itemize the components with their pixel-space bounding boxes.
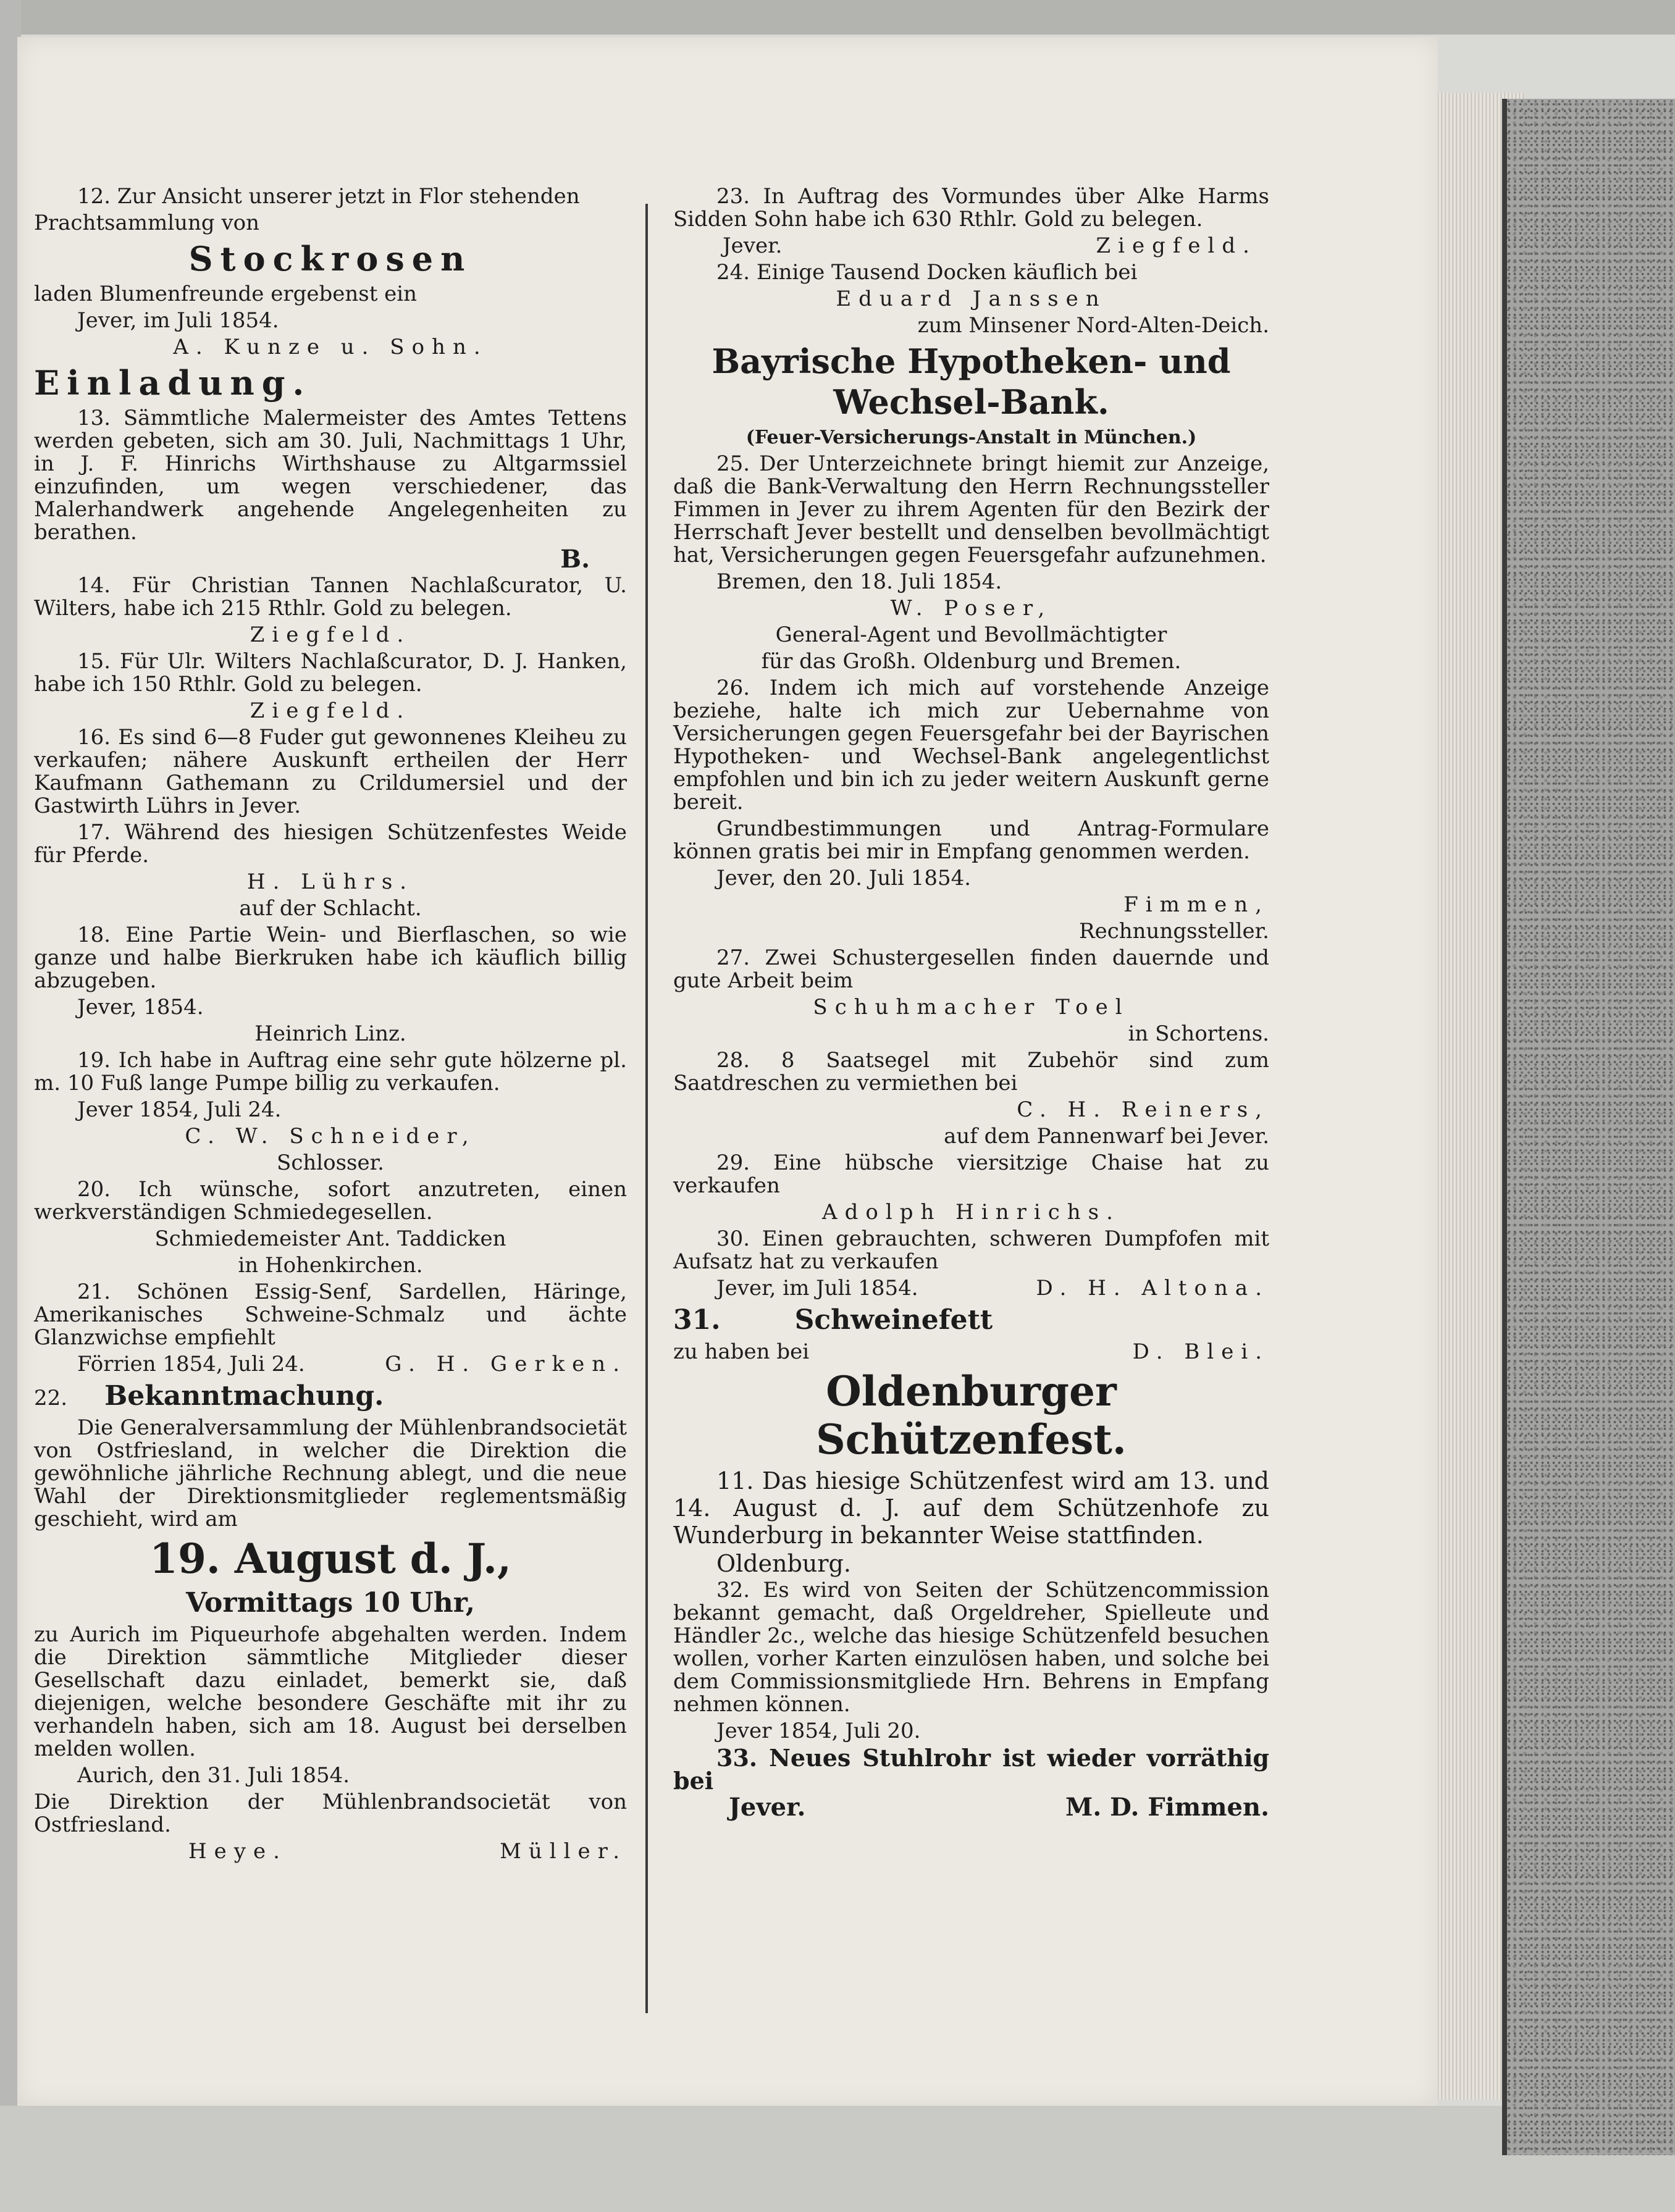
ad-signature: Schuhmacher Toel	[813, 995, 1130, 1020]
ad-23	[673, 185, 1269, 258]
ad-date: Förrien 1854, Juli 24.	[77, 1352, 305, 1376]
ad-21	[34, 1281, 627, 1376]
left-column	[34, 185, 627, 1867]
ad-place: zum Minsener Nord-Alten-Deich.	[917, 313, 1269, 338]
ad-number: 31.	[673, 1304, 721, 1336]
ad-signature: D. H. Altona.	[1036, 1276, 1269, 1301]
ad-text: 17. Während des hiesigen Schützenfestes Weide für Pferde.	[34, 820, 627, 868]
ad-place: Oldenburg.	[716, 1550, 851, 1577]
ad-place: auf der Schlacht.	[239, 896, 422, 921]
ad-32	[673, 1579, 1269, 1743]
ad-text: 13. Sämmtliche Malermeister des Amtes Tettens werden gebeten, sich am 30. Juli, Nachmittags 1 Uhr, in J. F. Hinrichs Wirthshause zu Altgarmssiel einzufinden, um wegen verschiedener, das Malerhandwerk angehende Angelegenheiten zu berathen.	[34, 406, 627, 545]
ad-date: Jever 1854, Juli 24.	[77, 1097, 282, 1122]
ad-33	[673, 1744, 1269, 1822]
ad-15	[34, 650, 627, 723]
ad-29	[673, 1152, 1269, 1224]
ad-signature: B.	[560, 545, 590, 574]
ad-date: Jever 1854, Juli 20.	[716, 1719, 921, 1743]
ad-signature: Adolph Hinrichs.	[822, 1200, 1120, 1225]
ad-text: 18. Eine Partie Wein- und Bierflaschen, so wie ganze und halbe Bierkruken habe ich käuflich billig abzugeben.	[34, 923, 627, 993]
scan-bottom	[0, 2106, 1675, 2212]
bank-heading: Bayrische Hypotheken- und Wechsel-Bank.	[712, 341, 1231, 422]
ad-text: 26. Indem ich mich auf vorstehende Anzeige beziehe, halte ich mich zur Uebernahme von Versicherungen gegen Feuersgefahr bei der Bayrischen Hypotheken- und Wechsel-Bank angelegentlichst empfohlen und bin ich zu jeder weitern Auskunft gerne bereit.	[673, 676, 1269, 815]
ad-12	[34, 185, 627, 359]
ad-place: Jever.	[729, 1793, 806, 1822]
ad-text: 16. Es sind 6—8 Fuder gut gewonnenes Kleiheu zu verkaufen; nähere Auskunft ertheilen der Herr Kaufmann Gathemann zu Crildumersiel und der Gastwirth Lührs in Jever.	[34, 725, 627, 818]
ad-26	[673, 677, 1269, 943]
ad-signature: Heye.	[188, 1839, 287, 1864]
ad-time: Vormittags 10 Uhr,	[185, 1587, 476, 1619]
ad-text: 25. Der Unterzeichnete bringt hiemit zur Anzeige, daß die Bank-Verwaltung den Herrn Rechnungssteller Fimmen in Jever zu ihrem Agenten für den Bezirk der Herrschaft Jever bestellt und denselben bevollmächtigt hat, Versicherungen gegen Feuersgefahr aufzunehmen.	[673, 451, 1269, 568]
ad-signature: M. D. Fimmen.	[1065, 1793, 1269, 1822]
bank-subheading: (Feuer-Versicherungs-Anstalt in München.)	[745, 427, 1197, 448]
ad-text: 20. Ich wünsche, sofort anzutreten, einen werkverständigen Schmiedegesellen.	[34, 1177, 627, 1225]
ad-date: Jever, im Juli 1854.	[716, 1276, 918, 1301]
ad-text: 14. Für Christian Tannen Nachlaßcurator, U. Wilters, habe ich 215 Rthlr. Gold zu belegen.	[34, 573, 627, 621]
ad-28	[673, 1049, 1269, 1148]
ad-27	[673, 947, 1269, 1045]
ad-place: Jever.	[723, 233, 783, 258]
ad-signature: Fimmen,	[1123, 892, 1269, 917]
ad-date: Aurich, den 31. Juli 1854.	[77, 1763, 350, 1788]
ad-place: in Hohenkirchen.	[238, 1253, 423, 1278]
ad-14	[34, 574, 627, 647]
ad-signature: Müller.	[500, 1839, 627, 1864]
marbled-cover	[1507, 99, 1675, 2155]
ad-signature: Schmiedemeister Ant. Taddicken	[154, 1226, 506, 1251]
ad-date: Bremen, den 18. Juli 1854.	[716, 569, 1002, 594]
ad-direktion: Die Direktion der Mühlenbrandsocietät von Ostfriesland.	[34, 1790, 627, 1837]
schuetzenfest	[673, 1367, 1269, 1575]
right-column	[673, 185, 1269, 1822]
ad-24	[673, 261, 1269, 337]
ad-text: 12. Zur Ansicht unserer jetzt in Flor stehenden	[77, 184, 580, 209]
ad-place: in Schortens.	[1128, 1021, 1269, 1046]
ad-text: Prachtsammlung von	[34, 211, 260, 235]
ad-text: zu haben bei	[673, 1339, 810, 1364]
ad-signature: Ziegfeld.	[1096, 233, 1257, 258]
ad-text: laden Blumenfreunde ergebenst ein	[34, 282, 418, 306]
ad-17	[34, 821, 627, 920]
ad-trade: Schlosser.	[277, 1150, 384, 1175]
ad-signature: H. Lührs.	[246, 869, 414, 894]
ad-19	[34, 1049, 627, 1175]
einladung-heading: Einladung.	[34, 363, 312, 403]
ad-text: 29. Eine hübsche viersitzige Chaise hat zu verkaufen	[673, 1150, 1269, 1198]
ad-date: Jever, im Juli 1854.	[77, 308, 279, 333]
ad-25	[673, 453, 1269, 673]
ad-text: 30. Einen gebrauchten, schweren Dumpfofen mit Aufsatz hat zu verkaufen	[673, 1226, 1269, 1274]
ad-13	[34, 406, 627, 574]
ad-signature: C. H. Reiners,	[1017, 1097, 1269, 1122]
ad-text: 24. Einige Tausend Docken käuflich bei	[716, 260, 1138, 285]
ad-signature: Ziegfeld.	[250, 698, 411, 723]
ad-role: Rechnungssteller.	[1079, 919, 1269, 944]
ad-role: für das Großh. Oldenburg und Bremen.	[761, 649, 1182, 674]
ad-date: Jever, 1854.	[77, 995, 204, 1020]
ad-signature: G. H. Gerken.	[385, 1352, 627, 1376]
ad-text: 11. Das hiesige Schützenfest wird am 13. und 14. August d. J. auf dem Schützenhofe zu Wunderburg in bekannter Weise stattfinden.	[673, 1467, 1269, 1549]
column-rule	[645, 204, 648, 2013]
ad-22	[34, 1380, 627, 1863]
schuetzenfest-heading: Oldenburger Schützenfest.	[816, 1367, 1127, 1464]
scan-top-strip	[0, 0, 1675, 35]
ad-text: Die Generalversammlung der Mühlenbrandsocietät von Ostfriesland, in welcher die Direktion die gewöhnliche jährliche Rechnung ablegt, und die neue Wahl der Direktionsmitglieder reglementsmäßig geschieht, wird am	[34, 1415, 627, 1531]
ad-role: General-Agent und Bevollmächtigter	[775, 622, 1167, 647]
ad-30	[673, 1228, 1269, 1300]
ad-text: Grundbestimmungen und Antrag-Formulare können gratis bei mir in Empfang genommen werden.	[673, 816, 1269, 864]
ad-place: auf dem Pannenwarf bei Jever.	[944, 1124, 1269, 1149]
ad-text: 15. Für Ulr. Wilters Nachlaßcurator, D. J. Hanken, habe ich 150 Rthlr. Gold zu belegen.	[34, 649, 627, 697]
ad-signature: A. Kunze u. Sohn.	[173, 335, 488, 359]
ad-text: 19. Ich habe in Auftrag eine sehr gute hölzerne pl. m. 10 Fuß lange Pumpe billig zu verkaufen.	[34, 1048, 627, 1096]
ad-signature: D. Blei.	[1132, 1339, 1269, 1364]
ad-text: 27. Zwei Schustergesellen finden dauernde und gute Arbeit beim	[673, 945, 1269, 993]
ad-signature: W. Poser,	[890, 596, 1052, 621]
ad-heading: Bekanntmachung.	[104, 1380, 384, 1412]
ad-text: 21. Schönen Essig-Senf, Sardellen, Häringe, Amerikanisches Schweine-Schmalz und ächte Glanzwichse empfiehlt	[34, 1280, 627, 1350]
ad-signature: Ziegfeld.	[250, 622, 411, 647]
ad-signature: Eduard Janssen	[836, 287, 1107, 311]
ad-date: Jever, den 20. Juli 1854.	[716, 866, 972, 890]
ad-18	[34, 924, 627, 1045]
ad-text: 33. Neues Stuhlrohr ist wieder vorräthig bei	[673, 1744, 1269, 1795]
ad-31	[673, 1304, 1269, 1364]
ad-signature: C. W. Schneider,	[185, 1124, 476, 1149]
ad-text: 28. 8 Saatsegel mit Zubehör sind zum Saatdreschen zu vermiethen bei	[673, 1048, 1269, 1096]
ad-date-big: 19. August d. J.,	[149, 1535, 511, 1583]
ad-heading: Schweinefett	[794, 1304, 993, 1336]
ad-text: zu Aurich im Piqueurhofe abgehalten werden. Indem die Direktion sämmtliche Mitglieder dieser Gesellschaft dazu einladet, bemerkt sie, daß diejenigen, welche besondere Geschäfte mit ihr zu verhandeln haben, sich am 18. August bei derselben melden wollen.	[34, 1622, 627, 1761]
bank-notice	[673, 341, 1269, 449]
ad-20	[34, 1178, 627, 1277]
ad-text: 23. In Auftrag des Vormundes über Alke Harms Sidden Sohn habe ich 630 Rthlr. Gold zu belegen.	[673, 184, 1269, 232]
ad-heading: Stockrosen	[188, 239, 472, 279]
ad-number: 22.	[34, 1386, 68, 1410]
ad-signature: Heinrich Linz.	[254, 1021, 406, 1046]
ad-text: 32. Es wird von Seiten der Schützencommission bekannt gemacht, daß Orgeldreher, Spielleute und Händler 2c., welche das hiesige Schützenfeld besuchen wollen, vorher Karten einzulösen haben, und solche bei dem Commissionsmitgliede Hrn. Behrens in Empfang nehmen können.	[673, 1578, 1269, 1717]
ad-16	[34, 726, 627, 818]
